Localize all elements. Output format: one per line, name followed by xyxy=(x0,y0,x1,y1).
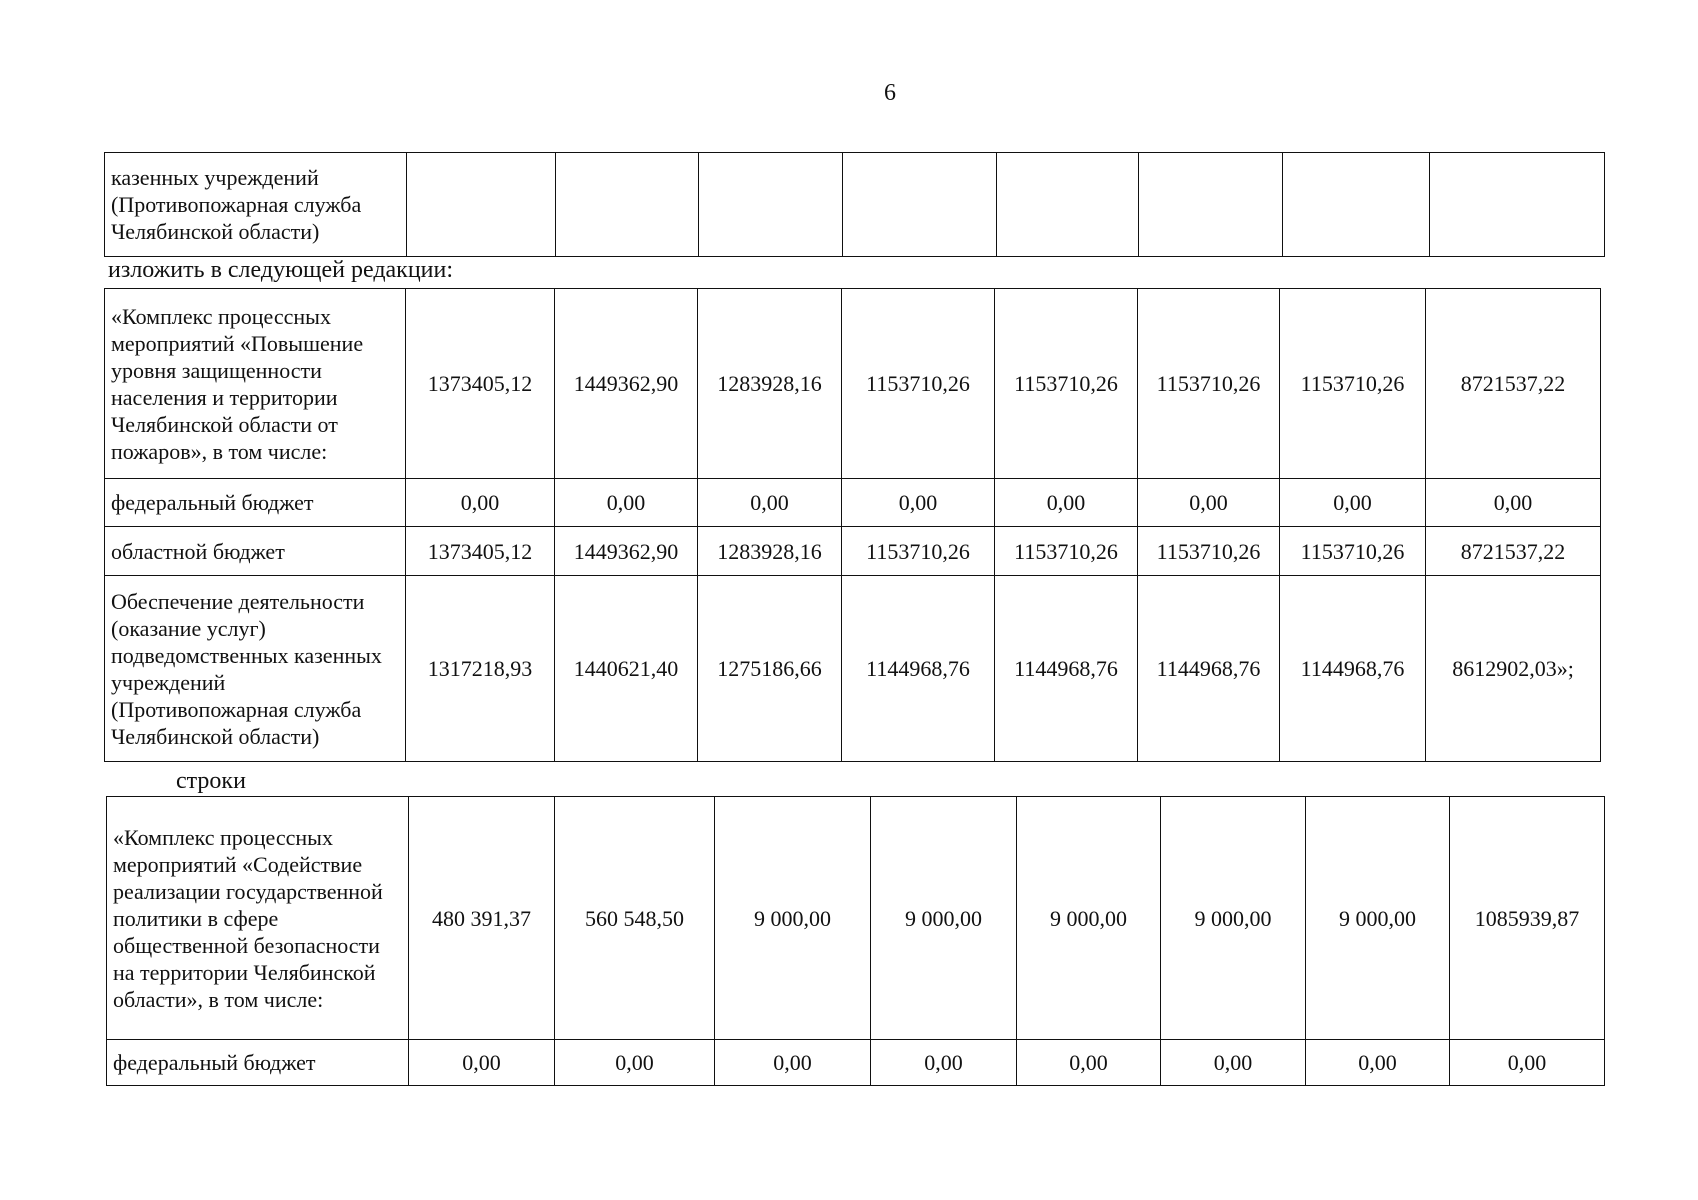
value-cell: 0,00 xyxy=(698,479,842,527)
value-cell: 560 548,50 xyxy=(555,797,715,1040)
value-cell: 1283928,16 xyxy=(698,289,842,479)
value-cell xyxy=(1283,153,1430,257)
value-cell: 1144968,76 xyxy=(1280,576,1426,762)
value-cell: 1449362,90 xyxy=(555,289,698,479)
table-previous-row-fragment xyxy=(104,152,1605,257)
value-cell: 9 000,00 xyxy=(715,797,871,1040)
value-cell: 1144968,76 xyxy=(995,576,1138,762)
table-row xyxy=(105,479,1601,527)
value-cell: 1153710,26 xyxy=(842,527,995,576)
table-rows xyxy=(106,796,1605,1086)
value-cell: 1153710,26 xyxy=(995,527,1138,576)
value-cell: 0,00 xyxy=(871,1040,1017,1086)
value-cell: 0,00 xyxy=(1306,1040,1450,1086)
value-cell: 0,00 xyxy=(1280,479,1426,527)
value-cell xyxy=(997,153,1139,257)
value-cell: 9 000,00 xyxy=(1306,797,1450,1040)
value-cell xyxy=(699,153,843,257)
value-cell: 1373405,12 xyxy=(406,527,555,576)
value-cell: 0,00 xyxy=(1426,479,1601,527)
value-cell: 0,00 xyxy=(1450,1040,1605,1086)
instruction-caption: изложить в следующей редакции: xyxy=(108,257,454,283)
table-row xyxy=(105,527,1601,576)
value-cell: 9 000,00 xyxy=(1017,797,1161,1040)
value-cell: 1449362,90 xyxy=(555,527,698,576)
row-label: областной бюджет xyxy=(105,527,406,576)
table-new-edition xyxy=(104,288,1601,762)
value-cell: 8612902,03»; xyxy=(1426,576,1601,762)
value-cell xyxy=(1430,153,1605,257)
value-cell: 1283928,16 xyxy=(698,527,842,576)
value-cell: 0,00 xyxy=(1161,1040,1306,1086)
value-cell: 0,00 xyxy=(995,479,1138,527)
value-cell: 0,00 xyxy=(1138,479,1280,527)
value-cell: 1153710,26 xyxy=(1280,289,1426,479)
value-cell: 1144968,76 xyxy=(1138,576,1280,762)
page-number: 6 xyxy=(884,80,896,106)
table-row xyxy=(105,289,1601,479)
value-cell: 8721537,22 xyxy=(1426,289,1601,479)
value-cell: 0,00 xyxy=(555,1040,715,1086)
value-cell: 1373405,12 xyxy=(406,289,555,479)
table-row xyxy=(105,576,1601,762)
table-row xyxy=(105,153,1605,257)
value-cell: 1153710,26 xyxy=(1138,527,1280,576)
row-label: «Комплекс процессных мероприятий «Содействие реализации государственной политики в сфере общественной безопасности на территории Челябинской области», в том числе: xyxy=(107,797,409,1040)
value-cell: 9 000,00 xyxy=(871,797,1017,1040)
value-cell: 0,00 xyxy=(409,1040,555,1086)
row-label: «Комплекс процессных мероприятий «Повышение уровня защищенности населения и территории Челябинской области от пожаров», в том числе: xyxy=(105,289,406,479)
value-cell: 9 000,00 xyxy=(1161,797,1306,1040)
value-cell xyxy=(556,153,699,257)
value-cell xyxy=(1139,153,1283,257)
row-label: федеральный бюджет xyxy=(105,479,406,527)
value-cell: 1440621,40 xyxy=(555,576,698,762)
row-label: казенных учреждений (Противопожарная служба Челябинской области) xyxy=(105,153,407,257)
value-cell xyxy=(843,153,997,257)
value-cell xyxy=(407,153,556,257)
value-cell: 0,00 xyxy=(406,479,555,527)
value-cell: 1275186,66 xyxy=(698,576,842,762)
rows-caption: строки xyxy=(176,768,246,794)
table-row xyxy=(107,1040,1605,1086)
value-cell: 0,00 xyxy=(555,479,698,527)
value-cell: 0,00 xyxy=(842,479,995,527)
value-cell: 480 391,37 xyxy=(409,797,555,1040)
value-cell: 1085939,87 xyxy=(1450,797,1605,1040)
value-cell: 1153710,26 xyxy=(842,289,995,479)
value-cell: 1144968,76 xyxy=(842,576,995,762)
value-cell: 8721537,22 xyxy=(1426,527,1601,576)
value-cell: 1153710,26 xyxy=(1280,527,1426,576)
value-cell: 1317218,93 xyxy=(406,576,555,762)
row-label: Обеспечение деятельности (оказание услуг) подведомственных казенных учреждений (Противопожарная служба Челябинской области) xyxy=(105,576,406,762)
value-cell: 1153710,26 xyxy=(1138,289,1280,479)
table-row xyxy=(107,797,1605,1040)
value-cell: 0,00 xyxy=(1017,1040,1161,1086)
row-label: федеральный бюджет xyxy=(107,1040,409,1086)
value-cell: 0,00 xyxy=(715,1040,871,1086)
value-cell: 1153710,26 xyxy=(995,289,1138,479)
